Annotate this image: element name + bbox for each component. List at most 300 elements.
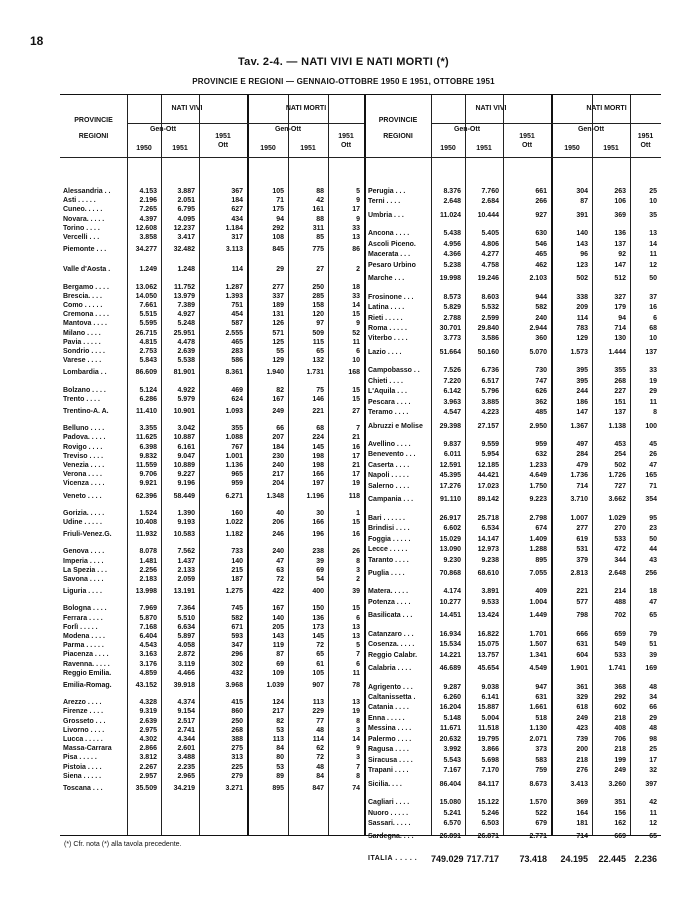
table-total-row <box>60 495 661 505</box>
table-row <box>60 471 661 481</box>
row-value: 70.868 <box>439 569 461 577</box>
table-row <box>60 683 661 693</box>
row-value: 162 <box>614 819 626 827</box>
row-value: 1.367 <box>570 422 588 430</box>
row-value: 32.482 <box>173 246 195 254</box>
row-value: 3.417 <box>177 234 195 241</box>
row-value: 1.437 <box>177 557 195 565</box>
row-value: 109 <box>272 669 284 677</box>
row-value: 355 <box>614 367 626 375</box>
row-value: 215 <box>231 566 243 574</box>
row-value: 4.922 <box>177 386 195 394</box>
row-value: 48 <box>316 763 324 771</box>
row-value: 2.059 <box>177 576 195 583</box>
row-value: 43.152 <box>135 682 157 689</box>
row-value: 2.133 <box>177 566 195 574</box>
row-value: 619 <box>576 535 588 543</box>
header-regioni: REGIONI <box>78 133 109 140</box>
row-value: 3.866 <box>481 746 499 754</box>
row-value: 5.248 <box>177 320 195 328</box>
row-label: Ancona . . . . <box>368 230 410 238</box>
row-value: 302 <box>231 660 243 668</box>
row-value: 50 <box>649 535 657 543</box>
row-value: 160 <box>231 509 243 517</box>
row-value: 1.196 <box>306 492 324 500</box>
row-value: 6.570 <box>443 819 461 827</box>
table-total-row <box>60 664 661 674</box>
row-value: 434 <box>231 215 243 223</box>
row-value: 6.011 <box>443 451 461 459</box>
row-value: 5.004 <box>481 714 499 722</box>
row-value: 114 <box>231 266 243 274</box>
table-row <box>60 587 661 597</box>
row-value: 1.288 <box>529 546 547 554</box>
table-total-row <box>60 854 661 864</box>
row-value: 11.024 <box>439 211 461 219</box>
row-value: 198 <box>312 462 324 469</box>
row-label: L'Aquila . . . <box>368 388 407 396</box>
row-value: 10.277 <box>439 598 461 606</box>
row-value: 11.559 <box>135 462 157 469</box>
row-value: 126 <box>272 320 284 328</box>
row-label: Savona . . . . <box>63 576 104 583</box>
header-1950-d: 1950 <box>564 145 580 152</box>
row-value: 129 <box>272 357 284 365</box>
row-value: 1.726 <box>608 472 626 480</box>
row-value: 7.220 <box>443 377 461 385</box>
row-value: 4.478 <box>177 338 195 346</box>
row-value: 6 <box>653 314 657 322</box>
table-row <box>60 303 661 313</box>
row-label: Basilicata . . . <box>368 612 413 620</box>
row-value: 3.488 <box>177 754 195 762</box>
row-value: 35.509 <box>135 785 157 792</box>
row-value: 25.718 <box>477 514 499 522</box>
row-value: 783 <box>576 324 588 332</box>
row-label: Sicilia. . . . <box>368 780 402 788</box>
row-value: 6.142 <box>443 388 461 396</box>
row-label: Frosinone . . . <box>368 293 414 301</box>
header-1951-c: 1951 <box>476 145 492 152</box>
row-value: 54 <box>316 576 324 583</box>
row-value: 3.992 <box>443 746 461 754</box>
row-value: 7.055 <box>529 569 547 577</box>
row-value: 8.078 <box>139 548 157 556</box>
row-value: 2.648 <box>443 198 461 206</box>
row-value: 277 <box>576 525 588 533</box>
row-label: Arezzo . . . . <box>63 699 102 707</box>
row-value: 1.275 <box>225 588 243 596</box>
row-value: 15.080 <box>439 799 461 807</box>
row-label: Alessandria . . <box>63 188 111 195</box>
row-value: 15.122 <box>477 799 499 807</box>
row-value: 169 <box>645 665 657 673</box>
row-value: 98 <box>649 735 657 743</box>
table-row <box>60 524 661 534</box>
row-value: 8 <box>356 772 360 780</box>
header-1950-b: 1950 <box>260 145 276 152</box>
row-value: 485 <box>535 409 547 417</box>
row-value: 11.932 <box>135 531 157 539</box>
table-row <box>60 482 661 492</box>
table-row <box>60 640 661 650</box>
table-row <box>60 366 661 376</box>
row-label: Brindisi . . . . <box>368 525 410 533</box>
row-value: 34 <box>649 694 657 701</box>
row-label: Grosseto . . . <box>63 717 106 725</box>
row-value: 6.602 <box>443 525 461 533</box>
row-label: Umbria . . . <box>368 211 404 219</box>
row-value: 14 <box>352 736 360 743</box>
row-label: Padova. . . . . <box>63 434 106 442</box>
row-value: 3.586 <box>481 335 499 343</box>
row-value: 63 <box>276 566 284 574</box>
row-value: 187 <box>231 576 243 583</box>
row-label: Sardegna. . . . <box>368 833 414 841</box>
row-value: 13 <box>352 699 360 707</box>
row-label: Matera. . . . . <box>368 588 409 596</box>
header-nati-vivi-left: NATI VIVI <box>171 105 203 112</box>
row-value: 7.526 <box>443 367 461 375</box>
row-value: 47 <box>276 557 284 565</box>
header-1951-b: 1951 <box>300 145 316 152</box>
table-row <box>60 314 661 324</box>
row-value: 33 <box>352 224 360 232</box>
row-value: 751 <box>231 302 243 309</box>
row-value: 2.753 <box>139 348 157 355</box>
table-row <box>60 766 661 776</box>
row-value: 6.736 <box>481 367 499 375</box>
header-provincie-right: PROVINCIE <box>378 117 418 124</box>
row-value: 29 <box>649 388 657 396</box>
table-total-row <box>60 348 661 358</box>
row-value: 927 <box>535 211 547 219</box>
row-value: 58.449 <box>173 492 195 500</box>
row-value: 3.119 <box>177 660 195 668</box>
row-value: 42 <box>649 799 657 807</box>
row-value: 674 <box>535 525 547 533</box>
row-value: 9.921 <box>139 480 157 488</box>
row-value: 11 <box>649 398 657 406</box>
row-value: 488 <box>614 598 626 606</box>
table-row <box>60 261 661 271</box>
row-value: 124 <box>272 699 284 707</box>
row-value: 14.147 <box>477 535 499 543</box>
row-value: 10.887 <box>173 434 195 442</box>
row-value: 12.608 <box>135 224 157 232</box>
row-value: 6.795 <box>177 206 195 214</box>
row-label: Ferrara . . . . <box>63 614 103 622</box>
row-value: 84 <box>276 745 284 753</box>
row-value: 20.632 <box>439 735 461 743</box>
table-row <box>60 693 661 703</box>
row-value: 151 <box>614 398 626 406</box>
row-value: 166 <box>312 519 324 526</box>
row-value: 12.973 <box>477 546 499 554</box>
row-label: Massa-Carrara <box>63 745 112 753</box>
table-row <box>60 398 661 408</box>
row-value: 146 <box>312 395 324 403</box>
row-value: 745 <box>231 605 243 613</box>
header-ott-a: Ott <box>217 142 229 149</box>
header-nati-morti-right: NATI MORTI <box>586 105 627 112</box>
row-value: 369 <box>614 211 626 219</box>
row-value: 8.603 <box>481 293 499 301</box>
row-value: 5.796 <box>481 388 499 396</box>
row-value: 173 <box>312 623 324 631</box>
row-value: 10 <box>352 357 360 365</box>
row-value: 21 <box>352 462 360 469</box>
row-value: 21 <box>352 434 360 442</box>
row-value: 209 <box>576 304 588 312</box>
header-ott-b: Ott <box>340 142 352 149</box>
row-value: 13.424 <box>477 612 499 620</box>
row-value: 3.042 <box>177 425 195 433</box>
table-row <box>60 293 661 303</box>
row-label: Potenza . . . . <box>368 598 411 606</box>
row-label: Ascoli Piceno. <box>368 240 416 248</box>
row-value: 1.029 <box>608 514 626 522</box>
row-value: 512 <box>614 275 626 283</box>
row-value: 276 <box>576 767 588 775</box>
row-value: 727 <box>614 482 626 490</box>
row-label: Modena . . . . <box>63 633 106 640</box>
row-value: 354 <box>645 496 657 504</box>
row-value: 123 <box>576 261 588 269</box>
row-value: 4.758 <box>481 261 499 269</box>
row-value: 80 <box>276 754 284 762</box>
row-value: 571 <box>272 329 284 337</box>
row-value: 6.517 <box>481 377 499 385</box>
row-value: 706 <box>614 735 626 743</box>
row-value: 197 <box>312 480 324 488</box>
row-value: 4.397 <box>139 215 157 223</box>
row-value: 5.698 <box>481 756 499 764</box>
row-value: 16 <box>352 531 360 539</box>
row-value: 1.233 <box>529 461 547 469</box>
row-value: 125 <box>272 338 284 346</box>
row-label: Terni . . . . <box>368 198 401 206</box>
row-value: 11.671 <box>439 725 461 733</box>
row-value: 337 <box>272 292 284 300</box>
row-value: 206 <box>272 519 284 526</box>
table-row <box>60 240 661 250</box>
row-value: 1.741 <box>608 665 626 673</box>
row-value: 1.039 <box>266 682 284 689</box>
row-value: 6.141 <box>481 694 499 701</box>
row-label: Forlì . . . . . <box>63 623 98 631</box>
row-value: 8 <box>356 717 360 725</box>
row-value: 140 <box>231 557 243 565</box>
row-label: Trapani . . . . <box>368 767 409 775</box>
row-value: 8 <box>653 409 657 417</box>
row-value: 15 <box>352 386 360 394</box>
row-value: 140 <box>272 614 284 622</box>
row-value: 714 <box>614 324 626 332</box>
row-value: 61 <box>316 660 324 668</box>
row-value: 62 <box>316 745 324 753</box>
row-value: 15.029 <box>439 535 461 543</box>
table-total-row <box>60 780 661 790</box>
row-label: Treviso . . . . <box>63 452 104 460</box>
row-label: Lecce . . . . . <box>368 546 408 554</box>
row-value: 34.219 <box>173 785 195 792</box>
row-value: 2.256 <box>139 566 157 574</box>
row-value: 137 <box>614 409 626 417</box>
row-label: Belluno . . . . <box>63 425 105 433</box>
row-value: 53 <box>276 726 284 734</box>
row-value: 9 <box>356 215 360 223</box>
table-row <box>60 408 661 418</box>
table-row <box>60 187 661 197</box>
row-value: 739 <box>576 735 588 743</box>
row-value: 1.444 <box>608 348 626 356</box>
row-value: 118 <box>348 492 360 500</box>
row-value: 9.227 <box>177 471 195 479</box>
row-value: 189 <box>272 302 284 309</box>
row-label: Agrigento . . . <box>368 683 413 691</box>
row-label: Pistoia . . . . <box>63 763 102 771</box>
row-label: Cuneo. . . . . <box>63 206 103 214</box>
header-1950-c: 1950 <box>440 145 456 152</box>
row-label: Livorno . . . . <box>63 726 105 734</box>
row-value: 2.639 <box>177 348 195 355</box>
row-value: 533 <box>614 651 626 659</box>
row-label: Salerno . . . . <box>368 482 410 490</box>
row-value: 143 <box>576 240 588 248</box>
row-value: 7.168 <box>139 623 157 631</box>
row-value: 4.366 <box>443 251 461 259</box>
row-value: 4.374 <box>177 699 195 707</box>
row-value: 92 <box>618 251 626 259</box>
row-value: 100 <box>645 422 657 430</box>
row-value: 254 <box>614 451 626 459</box>
row-value: 217 <box>272 471 284 479</box>
row-value: 1.004 <box>529 598 547 606</box>
row-value: 469 <box>231 386 243 394</box>
header-nati-morti-left: NATI MORTI <box>285 105 327 112</box>
row-value: 46.689 <box>439 665 461 673</box>
row-value: 1.184 <box>225 224 243 232</box>
row-value: 225 <box>231 763 243 771</box>
row-value: 944 <box>535 293 547 301</box>
row-value: 196 <box>312 531 324 539</box>
row-value: 4.153 <box>139 188 157 195</box>
row-value: 5.532 <box>481 304 499 312</box>
row-value: 114 <box>576 314 588 322</box>
row-value: 362 <box>535 398 547 406</box>
row-value: 120 <box>312 311 324 319</box>
table-row <box>60 745 661 755</box>
row-value: 91.110 <box>439 496 461 504</box>
row-value: 68 <box>649 324 657 332</box>
row-label: Catania . . . . <box>368 704 409 712</box>
row-value: 1.022 <box>225 519 243 526</box>
row-value: 34.277 <box>135 246 157 254</box>
row-value: 10.901 <box>173 408 195 415</box>
row-value: 6.286 <box>139 395 157 403</box>
row-value: 9.230 <box>443 556 461 564</box>
row-value: 518 <box>535 714 547 722</box>
row-value: 3.773 <box>443 335 461 343</box>
row-value: 131 <box>272 311 284 319</box>
row-value: 368 <box>614 683 626 691</box>
row-value: 408 <box>614 725 626 733</box>
row-value: 72 <box>276 576 284 583</box>
table-title: Tav. 2-4. — NATI VIVI E NATI MORTI (*) <box>237 56 450 68</box>
row-label: Ragusa . . . . <box>368 746 409 754</box>
row-value: 618 <box>576 704 588 712</box>
row-label: Puglia . . . . <box>368 569 405 577</box>
row-value: 583 <box>535 756 547 764</box>
row-value: 714 <box>576 482 588 490</box>
row-value: 27 <box>316 266 324 274</box>
row-value: 214 <box>614 588 626 596</box>
row-value: 26 <box>649 451 657 459</box>
row-value: 145 <box>312 443 324 451</box>
row-value: 6.534 <box>481 525 499 533</box>
row-value: 30 <box>316 509 324 517</box>
row-label: Catanzaro . . . <box>368 630 414 638</box>
row-value: 44 <box>649 546 657 554</box>
row-label: Cosenza. . . . . <box>368 641 415 649</box>
row-value: 268 <box>614 377 626 385</box>
row-value: 9 <box>356 320 360 328</box>
row-value: 136 <box>614 230 626 238</box>
row-label: Sondrio . . . . <box>63 348 105 355</box>
row-value: 367 <box>231 188 243 195</box>
row-value: 3.176 <box>139 660 157 668</box>
row-value: 2.975 <box>139 726 157 734</box>
row-label: Bergamo . . . . <box>63 283 109 291</box>
table-subtitle: PROVINCIE E REGIONI — GENNAIO-OTTOBRE 1950 E 1951, OTTOBRE 1951 <box>192 77 495 86</box>
table-row <box>60 598 661 608</box>
row-value: 12.185 <box>477 461 499 469</box>
row-value: 1.390 <box>177 509 195 517</box>
row-label: Imperia . . . . <box>63 557 104 565</box>
row-label: Taranto . . . . <box>368 556 409 564</box>
row-value: 229 <box>312 708 324 716</box>
row-value: 205 <box>272 623 284 631</box>
row-value: 105 <box>312 669 324 677</box>
row-value: 4.095 <box>177 215 195 223</box>
row-value: 37 <box>649 293 657 301</box>
row-value: 4.223 <box>481 409 499 417</box>
row-value: 143 <box>272 633 284 640</box>
row-value: 767 <box>231 443 243 451</box>
row-value: 66 <box>276 425 284 433</box>
row-label: Torino . . . . <box>63 224 100 232</box>
row-value: 147 <box>576 409 588 417</box>
row-value: 355 <box>231 425 243 433</box>
row-value: 6.260 <box>443 694 461 701</box>
row-value: 86.609 <box>135 369 157 377</box>
row-value: 17 <box>352 471 360 479</box>
row-label: Enna . . . . . <box>368 714 405 722</box>
row-value: 12 <box>649 819 657 827</box>
row-value: 167 <box>272 605 284 613</box>
row-value: 602 <box>614 704 626 712</box>
header-ott-1951-b: 1951 <box>338 133 354 140</box>
row-label: Trentino-A. A. <box>63 408 109 415</box>
row-value: 1.409 <box>529 535 547 543</box>
row-value: 509 <box>312 329 324 337</box>
row-value: 15 <box>352 519 360 526</box>
row-value: 4.174 <box>443 588 461 596</box>
row-value: 198 <box>312 452 324 460</box>
row-value: 895 <box>535 556 547 564</box>
row-value: 2.944 <box>529 324 547 332</box>
